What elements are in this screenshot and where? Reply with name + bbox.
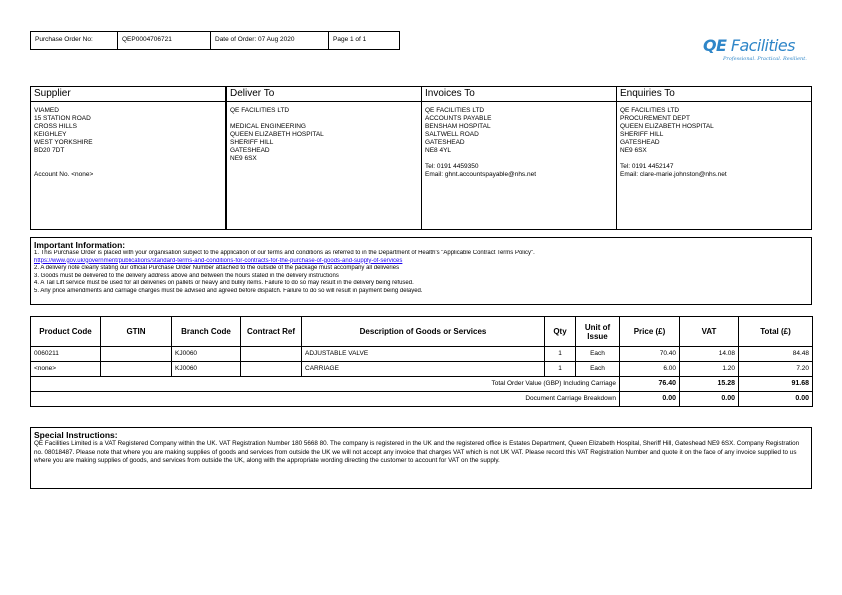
breakdown-total: 0.00 bbox=[739, 392, 813, 407]
address-line: BD20 7DT bbox=[34, 147, 65, 154]
carriage-breakdown-label: Document Carriage Breakdown bbox=[31, 392, 620, 407]
address-line: NE9 6SX bbox=[620, 147, 647, 154]
table-row bbox=[31, 362, 813, 377]
address-line bbox=[230, 115, 418, 123]
address-line: BENSHAM HOSPITAL bbox=[425, 123, 491, 130]
address-line: SHERIFF HILL bbox=[230, 139, 274, 146]
important-line-2: 2. A delivery note clearly stating our official Purchase Order Number attached to the outside of the package must accompany all deliveries bbox=[34, 265, 400, 272]
important-information bbox=[30, 237, 812, 305]
address-line: VIAMED bbox=[34, 107, 59, 114]
cell-branch-code: KJ0060 bbox=[172, 362, 241, 377]
address-line: WEST YORKSHIRE bbox=[34, 139, 93, 146]
enquiries-to-address bbox=[617, 102, 811, 184]
important-line-1: 1. This Purchase Order is placed with your organisation subject to the application of our terms and conditions as referred to in the Department of Health's "Applicable Contract Terms Policy". bbox=[34, 250, 535, 256]
col-vat: VAT bbox=[680, 317, 739, 347]
address-line bbox=[620, 155, 808, 163]
important-line-5: 5. Any price amendments and carriage charges must be advised and agreed before dispatch. Failure to do so will result in payment being delayed. bbox=[34, 287, 423, 294]
important-line-4: 4. A Tail Lift service must be used for all deliveries on pallets or heavy and bulky items. Failure to do so may result in the delivery being refused. bbox=[34, 280, 414, 287]
table-header-row bbox=[31, 317, 813, 347]
cell-qty: 1 bbox=[545, 362, 576, 377]
deliver-to-block bbox=[226, 86, 422, 230]
logo-tagline: Professional. Practical. Resilient. bbox=[723, 56, 807, 62]
breakdown-vat: 0.00 bbox=[680, 392, 739, 407]
cell-price: 70.40 bbox=[620, 347, 680, 362]
enquiries-phone: Tel: 0191 4452147 bbox=[620, 163, 674, 170]
special-instructions-title: Special Instructions: bbox=[34, 430, 118, 440]
cell-contract-ref bbox=[241, 347, 302, 362]
carriage-breakdown-row bbox=[31, 392, 813, 407]
address-line bbox=[34, 155, 222, 163]
deliver-to-title: Deliver To bbox=[227, 87, 421, 102]
address-line: QE FACILITIES LTD bbox=[620, 107, 680, 114]
total-vat: 15.28 bbox=[680, 377, 739, 392]
cell-gtin bbox=[101, 362, 172, 377]
cell-gtin bbox=[101, 347, 172, 362]
total-total: 91.68 bbox=[739, 377, 813, 392]
logo-qe: QE bbox=[703, 36, 727, 55]
cell-description: ADJUSTABLE VALVE bbox=[302, 347, 545, 362]
address-line: QE FACILITIES LTD bbox=[230, 107, 290, 114]
col-product-code: Product Code bbox=[31, 317, 101, 347]
col-total: Total (£) bbox=[739, 317, 813, 347]
invoices-email[interactable]: Email: ghnt.accountspayable@nhs.net bbox=[425, 171, 537, 178]
address-line: QE FACILITIES LTD bbox=[425, 107, 485, 114]
cell-unit: Each bbox=[576, 347, 620, 362]
col-price: Price (£) bbox=[620, 317, 680, 347]
address-line: GATESHEAD bbox=[230, 147, 270, 154]
special-instructions bbox=[30, 427, 812, 489]
important-title: Important Information: bbox=[34, 240, 126, 250]
invoices-to-address bbox=[422, 102, 616, 184]
cell-vat: 14.08 bbox=[680, 347, 739, 362]
cell-price: 6.00 bbox=[620, 362, 680, 377]
po-number-label: Purchase Order No: bbox=[30, 31, 118, 50]
cell-product-code: <none> bbox=[31, 362, 101, 377]
address-line: GATESHEAD bbox=[620, 139, 660, 146]
terms-link[interactable]: https://www.gov.uk/government/publications/standard-terms-and-conditions-for-contracts-for-the-purchase-of-goods-and-supply-of-services bbox=[34, 257, 403, 264]
supplier-address bbox=[31, 102, 225, 184]
address-line: 15 STATION ROAD bbox=[34, 115, 91, 122]
col-unit-of-issue: Unit of Issue bbox=[576, 317, 620, 347]
enquiries-to-block bbox=[616, 86, 812, 230]
cell-branch-code: KJ0060 bbox=[172, 347, 241, 362]
date-of-order: Date of Order: 07 Aug 2020 bbox=[210, 31, 329, 50]
cell-product-code: 0060211 bbox=[31, 347, 101, 362]
total-price: 76.40 bbox=[620, 377, 680, 392]
address-line: NE8 4YL bbox=[425, 147, 452, 154]
address-line: QUEEN ELIZABETH HOSPITAL bbox=[620, 123, 714, 130]
special-instructions-text: QE Facilities Limited is a VAT Registered Company within the UK. VAT Registration Number 180 5668 80. The company is registered in the UK and the registered office is Estates Department, Queen Elizabeth Hospital, Sheriff Hill, Gateshead NE9 6SX. Company Registration no. 08018487. Please note that where you are making supplies of goods and services from outside the UK we will not accept any invoice that charges VAT which is not UK VAT. Please record this VAT Registration Number and quote it on the face of any invoice supplied to us where you are making supplies of goods, and services from outside the UK, along with the appropriate wording directing the customer to account for VAT on the supply. bbox=[34, 440, 800, 465]
page-indicator: Page 1 of 1 bbox=[328, 31, 400, 50]
total-order-value-row bbox=[31, 377, 813, 392]
enquiries-to-title: Enquiries To bbox=[617, 87, 811, 102]
address-line: SALTWELL ROAD bbox=[425, 131, 479, 138]
breakdown-price: 0.00 bbox=[620, 392, 680, 407]
address-line: MEDICAL ENGINEERING bbox=[230, 123, 306, 130]
col-description: Description of Goods or Services bbox=[302, 317, 545, 347]
invoices-to-title: Invoices To bbox=[422, 87, 616, 102]
address-line: NE9 6SX bbox=[230, 155, 257, 162]
invoices-to-block bbox=[421, 86, 617, 230]
address-line: ACCOUNTS PAYABLE bbox=[425, 115, 492, 122]
cell-total: 84.48 bbox=[739, 347, 813, 362]
cell-total: 7.20 bbox=[739, 362, 813, 377]
address-line bbox=[34, 163, 222, 171]
address-line: CROSS HILLS bbox=[34, 123, 77, 130]
total-order-value-label: Total Order Value (GBP) Including Carriage bbox=[31, 377, 620, 392]
cell-description: CARRIAGE bbox=[302, 362, 545, 377]
address-line: KEIGHLEY bbox=[34, 131, 67, 138]
address-line: QUEEN ELIZABETH HOSPITAL bbox=[230, 131, 324, 138]
invoices-phone: Tel: 0191 4459350 bbox=[425, 163, 479, 170]
table-row bbox=[31, 347, 813, 362]
account-number: Account No. <none> bbox=[34, 171, 94, 178]
supplier-block bbox=[30, 86, 226, 230]
col-gtin: GTIN bbox=[101, 317, 172, 347]
logo-facilities: Facilities bbox=[730, 36, 795, 55]
cell-contract-ref bbox=[241, 362, 302, 377]
deliver-to-address bbox=[227, 102, 421, 168]
po-number-value: QEP0004706721 bbox=[117, 31, 211, 50]
order-lines-table bbox=[30, 316, 813, 407]
supplier-title: Supplier bbox=[31, 87, 225, 102]
address-line: SHERIFF HILL bbox=[620, 131, 664, 138]
col-branch-code: Branch Code bbox=[172, 317, 241, 347]
qe-facilities-logo bbox=[703, 37, 813, 71]
enquiries-email[interactable]: Email: clare-marie.johnston@nhs.net bbox=[620, 171, 727, 178]
cell-qty: 1 bbox=[545, 347, 576, 362]
col-contract-ref: Contract Ref bbox=[241, 317, 302, 347]
address-line: PROCUREMENT DEPT bbox=[620, 115, 690, 122]
col-qty: Qty bbox=[545, 317, 576, 347]
address-line: GATESHEAD bbox=[425, 139, 465, 146]
important-line-3: 3. Goods must be delivered to the delivery address above and between the hours stated in the delivery instructions bbox=[34, 272, 339, 279]
cell-vat: 1.20 bbox=[680, 362, 739, 377]
cell-unit: Each bbox=[576, 362, 620, 377]
address-line bbox=[425, 155, 613, 163]
